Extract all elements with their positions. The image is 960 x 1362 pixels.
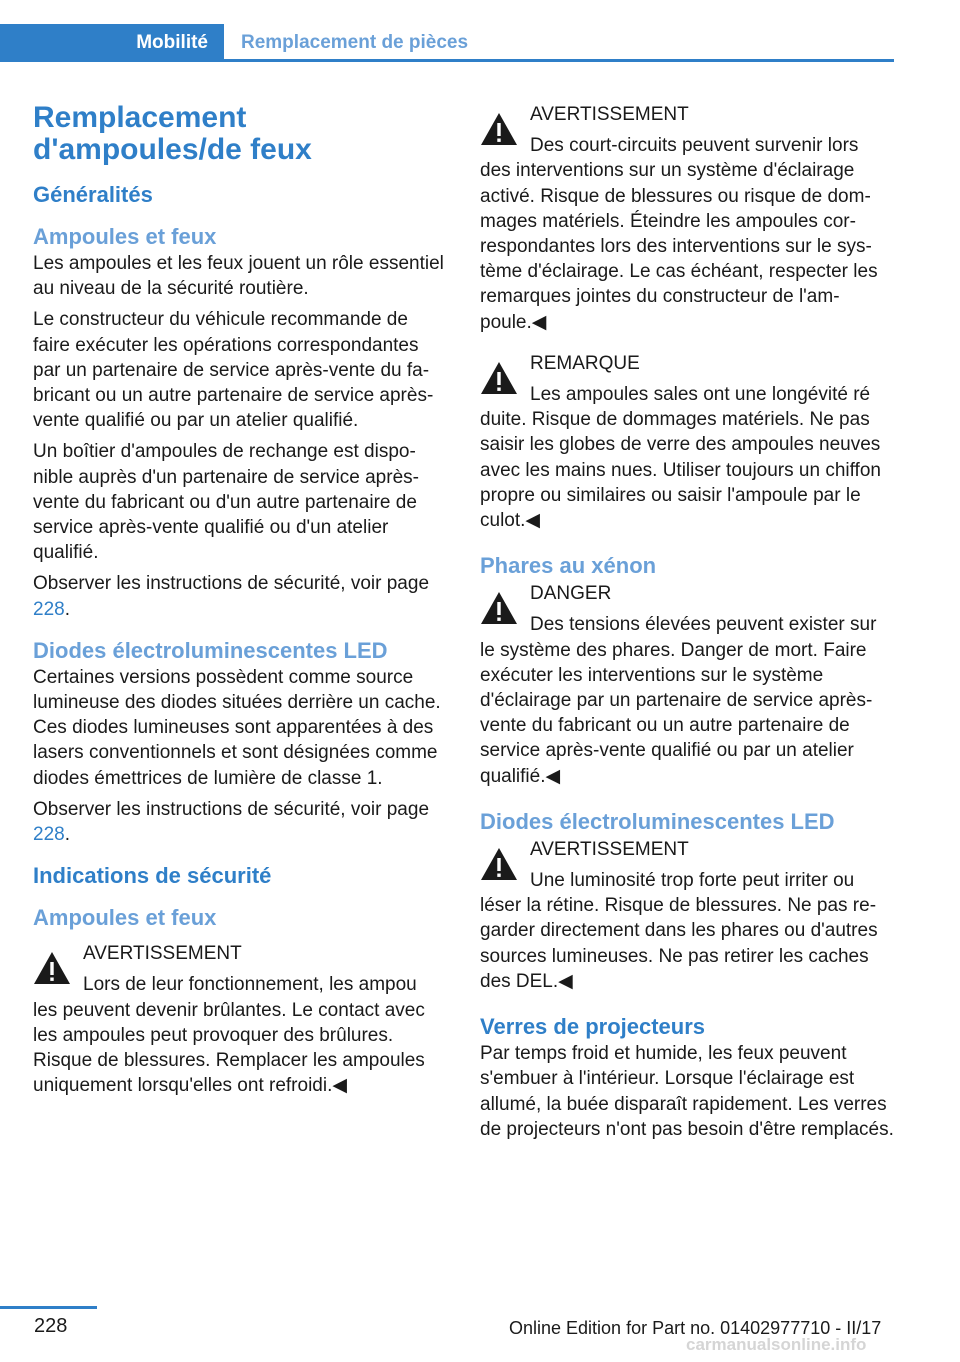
warning-first-line: Une luminosité trop forte peut irriter ou (530, 870, 855, 892)
danger-title: DANGER (530, 583, 612, 605)
note-first-line: Les ampoules sales ont une longévité ré (530, 384, 871, 406)
warning-triangle-icon (480, 847, 518, 881)
watermark: carmanualsonline.info (686, 1335, 867, 1354)
page-title: Remplacement d'ampoules/de feux (33, 101, 312, 166)
right-column (480, 100, 896, 1142)
page-header (0, 24, 894, 62)
warning-text: léser la rétine. Risque de blessures. Ne pas regarder directement dans les phares ou d'autres sources lumineuses. Ne pas retirer les caches des DEL.◀ (480, 895, 878, 992)
heading-led-right: Diodes électroluminescentes LED (480, 808, 835, 834)
paragraph: Le constructeur du véhicule recommande de faire exécuter les opérations correspondantes par un partenaire de service après-vente du fabricant ou un autre partenaire de service après-vente qualifié ou par un atelier qualifié. (33, 309, 434, 432)
paragraph: Certaines versions possèdent comme source lumineuse des diodes situées derrière un cache. Ces diodes lumineuses sont apparentées à des lasers conventionnels et sont désignées comme diodes émettrices de lumière de classe 1. (33, 666, 441, 789)
paragraph-end: . (64, 824, 70, 846)
paragraph: Un boîtier d'ampoules de rechange est disponible auprès d'un partenaire de service après-vente du fabricant ou d'un autre partenaire de service après-vente qualifié ou d'un atelier qualifié. (33, 441, 419, 564)
section-tab: Mobilité (0, 24, 224, 62)
paragraph-end: . (64, 598, 70, 620)
warning-first-line: Des court-circuits peuvent survenir lors (530, 135, 859, 157)
heading-bulbs-safety: Ampoules et feux (33, 905, 217, 931)
warning-first-line: Lors de leur fonctionnement, les ampou (83, 974, 417, 996)
warning-title: AVERTISSEMENT (530, 104, 689, 125)
header-rule (224, 59, 894, 62)
warning-triangle-icon (33, 951, 71, 985)
paragraph-text: Observer les instructions de sécurité, voir page (33, 573, 430, 595)
warning-text: les peuvent devenir brûlantes. Le contact avec les ampoules peut provoquer des brûlures. Risque de blessures. Remplacer les ampoules uniquement lorsqu'elles ont refroidi.◀ (33, 999, 425, 1097)
note-text: duite. Risque de dommages matériels. Ne pas saisir les globes de verre des ampoules neuves avec les mains nues. Utiliser toujours un chiffon propre ou similaires ou saisir l'ampoule par le culot.◀ (480, 409, 881, 532)
warning-block (480, 102, 896, 335)
paragraph-safety-ref (33, 571, 445, 621)
danger-text: le système des phares. Danger de mort. Faire exécuter les interventions sur le système d'éclairage par un partenaire de service après-vente du fabricant ou un autre partenaire de service après-vente qualifié ou par un atelier qualifié.◀ (480, 639, 873, 787)
page-link[interactable]: 228 (33, 598, 65, 620)
page-link[interactable]: 228 (33, 824, 65, 846)
warning-triangle-icon (480, 112, 518, 146)
edition-info: Online Edition for Part no. 01402977710 - II/17 (509, 1318, 882, 1338)
paragraph-text: Observer les instructions de sécurité, voir page (33, 798, 430, 820)
subsection-tab: Remplacement de pièces (241, 32, 469, 53)
heading-lenses: Verres de projecteurs (480, 1014, 706, 1040)
warning-text: des interventions sur un système d'éclairage activé. Risque de blessures ou risque de dommages matériels. Éteindre les ampoules correspondantes lors des interventions sur le système d'éclairage. Le cas échéant, respecter les remarques jointes du constructeur de l'ampoule.◀ (480, 160, 878, 333)
page-number: 228 (34, 1315, 68, 1337)
warning-block (480, 837, 896, 994)
heading-xenon: Phares au xénon (480, 553, 657, 579)
note-title: REMARQUE (530, 352, 640, 374)
note-block (480, 351, 896, 533)
danger-first-line: Des tensions élevées peuvent exister sur (530, 614, 877, 636)
paragraph-safety-ref (33, 797, 445, 847)
warning-title: AVERTISSEMENT (83, 943, 242, 965)
danger-block (480, 581, 896, 789)
heading-led: Diodes électroluminescentes LED (33, 637, 388, 663)
paragraph: Par temps froid et humide, les feux peuvent s'embuer à l'intérieur. Lorsque l'éclairage est allumé, la buée disparaît rapidement. Les verres de projecteurs n'ont pas besoin d'être remplacés. (480, 1043, 894, 1140)
heading-general: Généralités (33, 182, 153, 207)
warning-triangle-icon (480, 361, 518, 395)
left-column (33, 100, 445, 1098)
paragraph: Les ampoules et les feux jouent un rôle essentiel au niveau de la sécurité routière. (33, 253, 444, 300)
heading-bulbs: Ampoules et feux (33, 224, 217, 249)
warning-title: AVERTISSEMENT (530, 838, 689, 860)
footer-rule (0, 1306, 97, 1309)
heading-safety: Indications de sécurité (33, 863, 272, 889)
warning-triangle-icon (480, 591, 518, 625)
warning-block (33, 941, 445, 1098)
